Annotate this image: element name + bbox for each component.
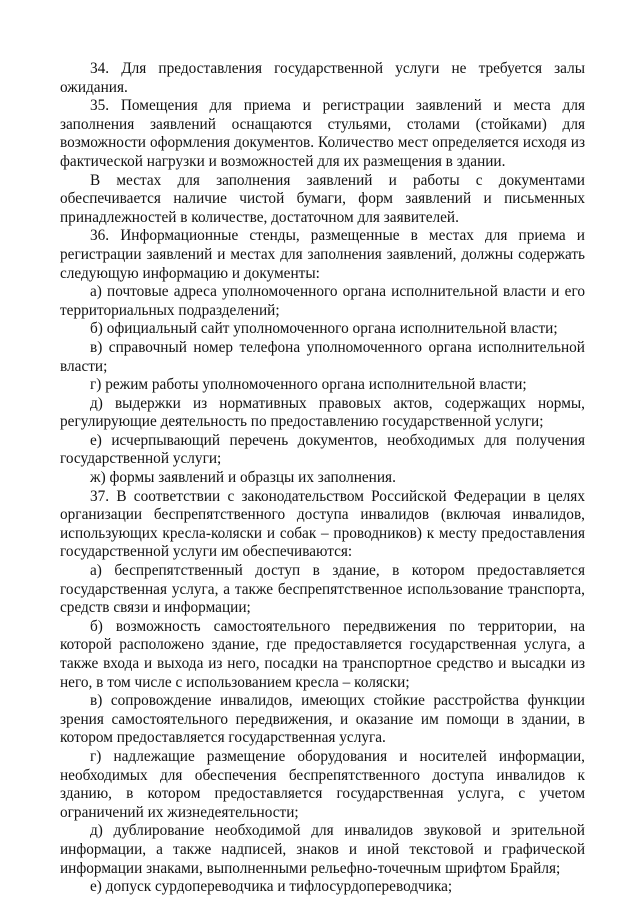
paragraph-36: 36. Информационные стенды, размещенные в местах для приема и регистрации заявлений и местах для заполнения заявлений, должны содержать следующую информацию и документы:	[60, 227, 585, 282]
paragraph-35-supplies: В местах для заполнения заявлений и работы с документами обеспечивается наличие чистой бумаги, форм заявлений и письменных принадлежностей в количестве, достаточном для заявителей.	[60, 171, 585, 226]
list-item-36-v: в) справочный номер телефона уполномоченного органа исполнительной власти;	[60, 338, 585, 375]
list-item-36-d: д) выдержки из нормативных правовых актов, содержащих нормы, регулирующие деятельность по предоставлению государственной услуги;	[60, 394, 585, 431]
list-item-37-d: д) дублирование необходимой для инвалидов звуковой и зрительной информации, а также надписей, знаков и иной текстовой и графической информации знаками, выполненными рельефно-точечным шрифтом Брайля;	[60, 822, 585, 877]
document-page	[60, 60, 585, 897]
list-item-36-e: е) исчерпывающий перечень документов, необходимых для получения государственной услуги;	[60, 431, 585, 468]
list-item-37-b: б) возможность самостоятельного передвижения по территории, на которой расположено здание, где предоставляется государственная услуга, а также входа и выхода из него, посадки на транспортное средство и высадки из него, в том числе с использованием кресла – коляски;	[60, 617, 585, 691]
list-item-37-g: г) надлежащие размещение оборудования и носителей информации, необходимых для обеспечения беспрепятственного доступа инвалидов к зданию, в котором предоставляется государственная услуга, с учетом ограничений их жизнедеятельности;	[60, 747, 585, 821]
list-item-36-zh: ж) формы заявлений и образцы их заполнения.	[90, 469, 396, 487]
paragraph-37: 37. В соответствии с законодательством Российской Федерации в целях организации беспрепятственного доступа инвалидов (включая инвалидов, использующих кресла-коляски и собак – проводников) к месту предоставления государственной услуги им обеспечиваются:	[60, 487, 585, 561]
list-item-36-a: а) почтовые адреса уполномоченного органа исполнительной власти и его территориальных подразделений;	[60, 283, 585, 319]
list-item-36-b: б) официальный сайт уполномоченного органа исполнительной власти;	[90, 320, 558, 338]
paragraph-35: 35. Помещения для приема и регистрации заявлений и места для заполнения заявлений оснащаются стульями, столами (стойками) для возможности оформления документов. Количество мест определяется исходя из фактической нагрузки и возможностей для их размещения в здании.	[60, 97, 585, 170]
paragraph-34: 34. Для предоставления государственной услуги не требуется залы ожидания.	[60, 60, 585, 96]
list-item-37-e: е) допуск сурдопереводчика и тифлосурдопереводчика;	[90, 878, 453, 896]
list-item-37-v: в) сопровождение инвалидов, имеющих стойкие расстройства функции зрения самостоятельного передвижения, и оказание им помощи в здании, в котором предоставляется государственная услуга.	[60, 692, 585, 747]
list-item-37-a: а) беспрепятственный доступ в здание, в котором предоставляется государственная услуга, а также беспрепятственное использование транспорта, средств связи и информации;	[60, 562, 585, 617]
list-item-36-g: г) режим работы уполномоченного органа исполнительной власти;	[90, 376, 527, 394]
